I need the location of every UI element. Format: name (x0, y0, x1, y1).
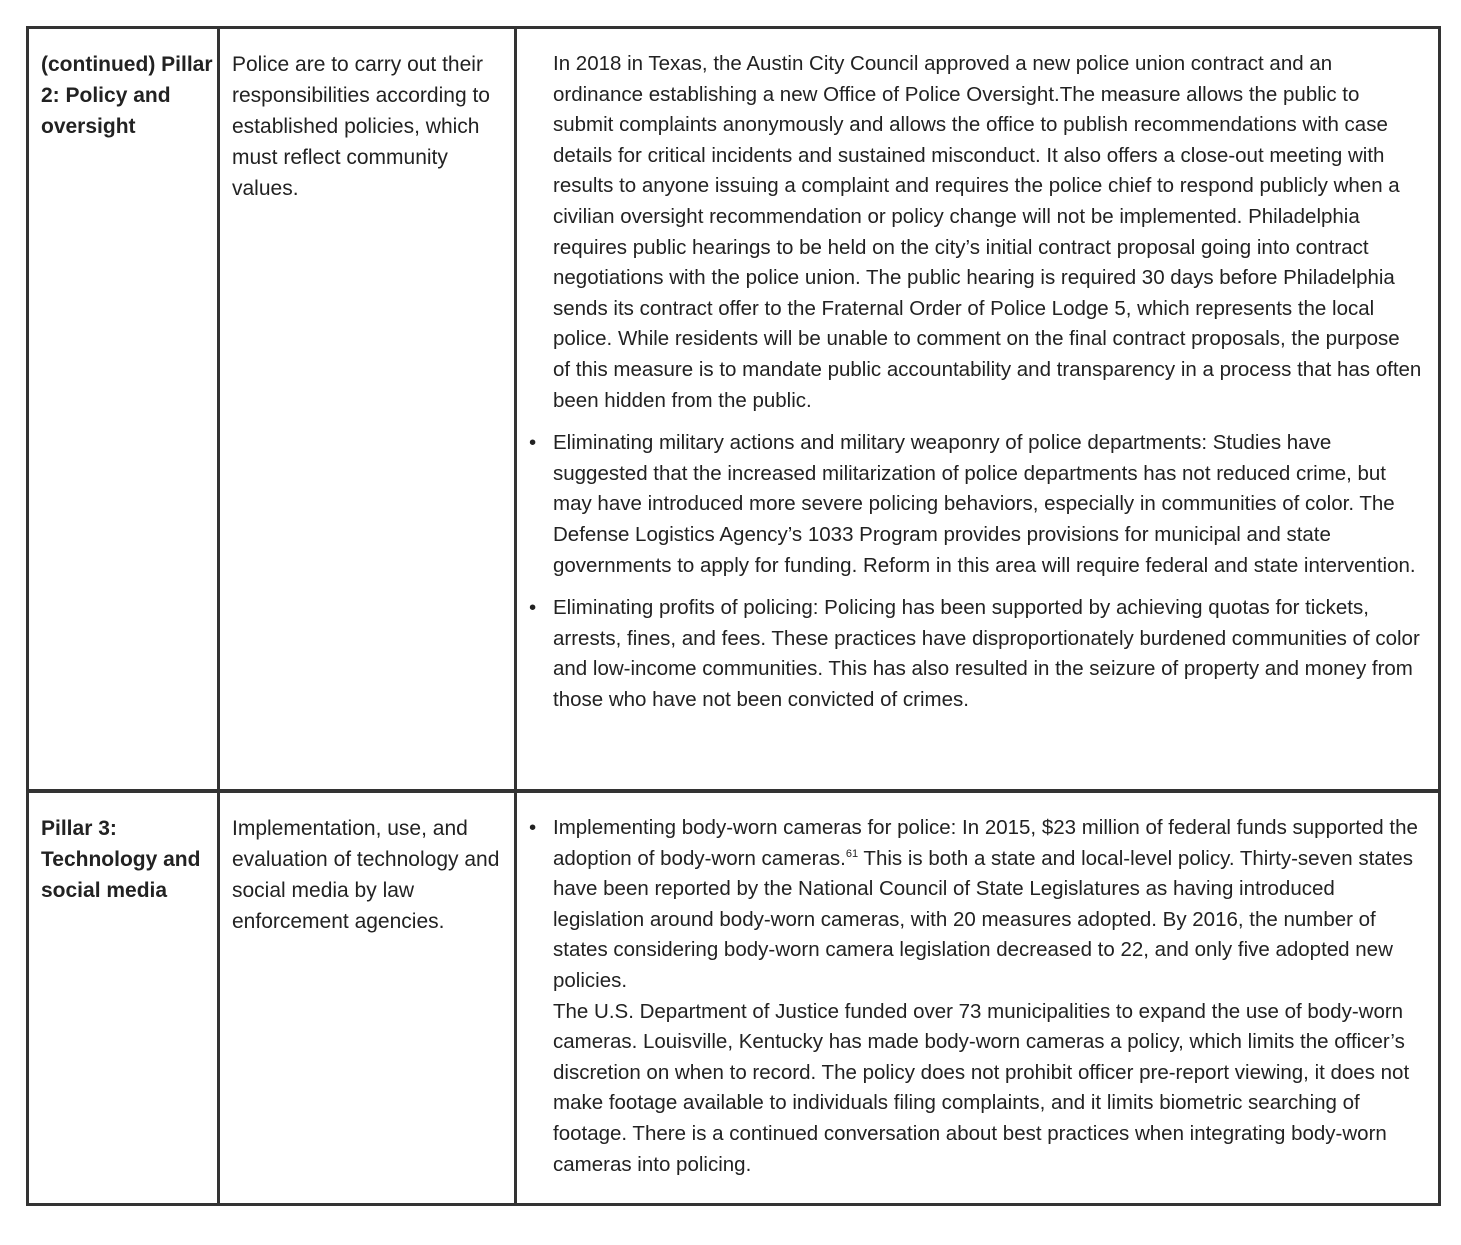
bullet-text: Implementing body-worn cameras for police: In 2015, $23 million of federal funds supported the adoption of body-worn cameras. (553, 816, 1418, 870)
pillar-description: Implementation, use, and evaluation of technology and social media by law enforcement agencies. (232, 817, 500, 933)
pillar-cell (29, 793, 217, 1203)
policy-table (26, 26, 1441, 1206)
example-paragraph-doj: The U.S. Department of Justice funded over 73 municipalities to expand the use of body-worn cameras. Louisville, Kentucky has made body-worn cameras a policy, which limits the officer’s discretion on when to record. The policy does not prohibit officer pre-report viewing, it does not make footage available to individuals filing complaints, and it limits biometric searching of footage. There is a continued conversation about best practices when integrating body-worn cameras into policing. (553, 999, 1410, 1176)
table-row-pillar-2 (26, 26, 1441, 792)
example-bullet-militarization: • Eliminating military actions and military weaponry of police departments: Studies have suggested that the increased militarization of police departments has not reduced crime, but may have introduced more severe policing behaviors, especially in communities of color. The Defense Logistics Agency’s 1033 Program provides provisions for municipal and state governments to apply for funding. Reform in this area will require federal and state intervention. (553, 428, 1422, 581)
table-row-pillar-3 (26, 790, 1441, 1206)
description-cell (217, 29, 514, 789)
description-cell (217, 793, 514, 1203)
bullet-text-continued: This is both a state and local-level policy. Thirty-seven states have been reported by the National Council of State Legislatures as having introduced legislation around body-worn cameras, with 20 measures adopted. By 2016, the number of states considering body-worn camera legislation decreased to 22, and only five adopted new policies. (553, 846, 1414, 992)
pillar-title: Pillar 3: Technology and social media (41, 817, 201, 902)
footnote-marker: 61 (845, 847, 859, 860)
example-paragraph: In 2018 in Texas, the Austin City Council approved a new police union contract and an ordinance establishing a new Office of Police Oversight.The measure allows the public to submit complaints anonymously and allows the office to publish recommendations with case details for critical incidents and sustained misconduct. It also offers a close-out meeting with results to anyone issuing a complaint and requires the police chief to respond publicly when a civilian oversight recommendation or policy change will not be implemented. Philadelphia requires public hearings to be held on the city’s initial contract proposal going into contract negotiations with the police union. The public hearing is required 30 days before Philadelphia sends its contract offer to the Fraternal Order of Police Lodge 5, which represents the local police. While residents will be unable to comment on the final contract proposals, the purpose of this measure is to mandate public accountability and transparency in a process that has often been hidden from the public. (553, 52, 1422, 412)
pillar-title: (continued) Pillar 2: Policy and oversight (41, 53, 213, 138)
pillar-description: Police are to carry out their responsibilities according to established policies, which must reflect community values. (232, 53, 490, 200)
example-bullet-body-cameras (553, 813, 1422, 997)
example-bullet-profits: • Eliminating profits of policing: Policing has been supported by achieving quotas for tickets, arrests, fines, and fees. These practices have disproportionately burdened communities of color and low-income communities. This has also resulted in the seizure of property and money from those who have not been convicted of crimes. (553, 593, 1422, 715)
examples-cell (514, 29, 1438, 789)
examples-cell (514, 793, 1438, 1203)
pillar-cell (29, 29, 217, 789)
